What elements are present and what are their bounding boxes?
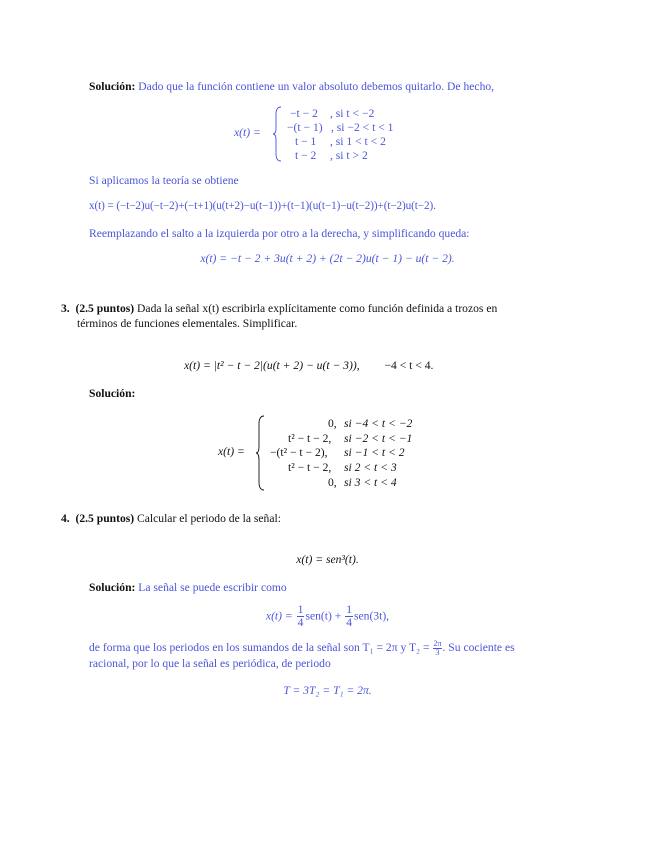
case-cond: si 2 < t < 3 (344, 461, 397, 474)
periods-paragraph-line2: racional, por lo que la señal es periódica, de periodo (89, 657, 331, 670)
case-expr: −t − 2 (290, 107, 318, 120)
case-cond: , si t < −2 (330, 107, 375, 120)
periods-text: de forma que los periodos en los sumandos de la señal son T₁ = 2π y T₂ = (89, 641, 430, 655)
case-expr: t² − t − 2, (288, 461, 332, 474)
solution-1-intro (89, 80, 494, 93)
theory-line: Si aplicamos la teoría se obtiene (89, 174, 239, 187)
period-final-equation: T = 3T₂ = T₁ = 2π. (283, 684, 372, 697)
piecewise-lhs: x(t) = (234, 126, 261, 139)
periods-paragraph-line1 (89, 640, 515, 657)
case-cond: , si −2 < t < 1 (331, 121, 394, 134)
problem-text-line2: términos de funciones elementales. Simplificar. (77, 317, 298, 330)
problem-3-statement (61, 302, 497, 315)
solution-intro-text: La señal se puede escribir como (138, 581, 287, 594)
frac-num: 2π (433, 639, 442, 648)
problem-text-line1: Dada la señal x(t) escribirla explícitamente como función definida a trozos en (137, 302, 498, 315)
frac-den: 4 (346, 616, 352, 630)
piecewise-q3 (0, 412, 655, 492)
problem-4-equation: x(t) = sen³(t). (296, 553, 359, 566)
left-brace (273, 106, 283, 162)
problem-number: 3. (61, 302, 70, 315)
solution-label: Solución: (89, 387, 136, 400)
frac-num: 1 (297, 603, 304, 616)
solution-4-intro (89, 581, 287, 594)
case-expr: −(t² − t − 2), (270, 446, 328, 459)
case-expr: 0, (328, 476, 337, 489)
solution-intro-text: Dado que la función contiene un valor absoluto debemos quitarlo. De hecho, (138, 80, 495, 93)
case-expr: −(t − 1) (287, 121, 323, 134)
problem-text: Calcular el periodo de la señal: (137, 512, 281, 525)
frac-num: 1 (346, 603, 352, 616)
sum-of-sines-equation (0, 604, 655, 629)
case-expr: t − 1 (295, 135, 317, 148)
fraction-one-quarter (297, 604, 305, 629)
long-equation: x(t) = (−t−2)u(−t−2)+(−t+1)(u(t+2)−u(t−1))+(t−1)(u(t−1)−u(t−2))+(t−2)u(t−2). (89, 200, 436, 212)
case-cond: si 3 < t < 4 (344, 476, 397, 489)
frac-den: 4 (297, 616, 304, 630)
case-expr: t² − t − 2, (288, 432, 332, 445)
problem-3-equation (184, 359, 433, 372)
case-cond: , si t > 2 (330, 149, 368, 162)
problem-number: 4. (61, 512, 70, 525)
problem-4-statement (61, 512, 281, 525)
problem-points: (2.5 puntos) (75, 512, 135, 525)
case-cond: si −1 < t < 2 (344, 446, 405, 459)
solution-label: Solución: (89, 80, 136, 93)
case-expr: 0, (328, 417, 337, 430)
quotient-text: . Su cociente es (442, 641, 515, 655)
equation-range: −4 < t < 4. (384, 359, 434, 372)
problem-points: (2.5 puntos) (75, 302, 135, 315)
frac-den: 3 (435, 648, 440, 657)
case-expr: t − 2 (295, 149, 317, 162)
fraction-one-quarter (345, 604, 353, 629)
solution-label: Solución: (89, 581, 136, 594)
case-cond: , si 1 < t < 2 (330, 135, 386, 148)
fraction-2pi-over-3 (433, 640, 441, 657)
piecewise-abs (0, 104, 655, 166)
replace-line: Reemplazando el salto a la izquierda por otro a la derecha, y simplificando queda: (89, 227, 470, 240)
term-sen-t: sen(t) + (305, 609, 342, 623)
case-cond: si −2 < t < −1 (344, 432, 413, 445)
case-cond: si −4 < t < −2 (344, 417, 413, 430)
left-brace (256, 415, 266, 491)
term-sen-3t: sen(3t), (353, 609, 390, 623)
equation-lhs: x(t) = (265, 609, 293, 623)
piecewise-lhs: x(t) = (218, 445, 245, 458)
final-equation-1: x(t) = −t − 2 + 3u(t + 2) + (2t − 2)u(t − 1) − u(t − 2). (200, 252, 455, 265)
equation-main: x(t) = |t² − t − 2|(u(t + 2) − u(t − 3)), (184, 359, 360, 372)
